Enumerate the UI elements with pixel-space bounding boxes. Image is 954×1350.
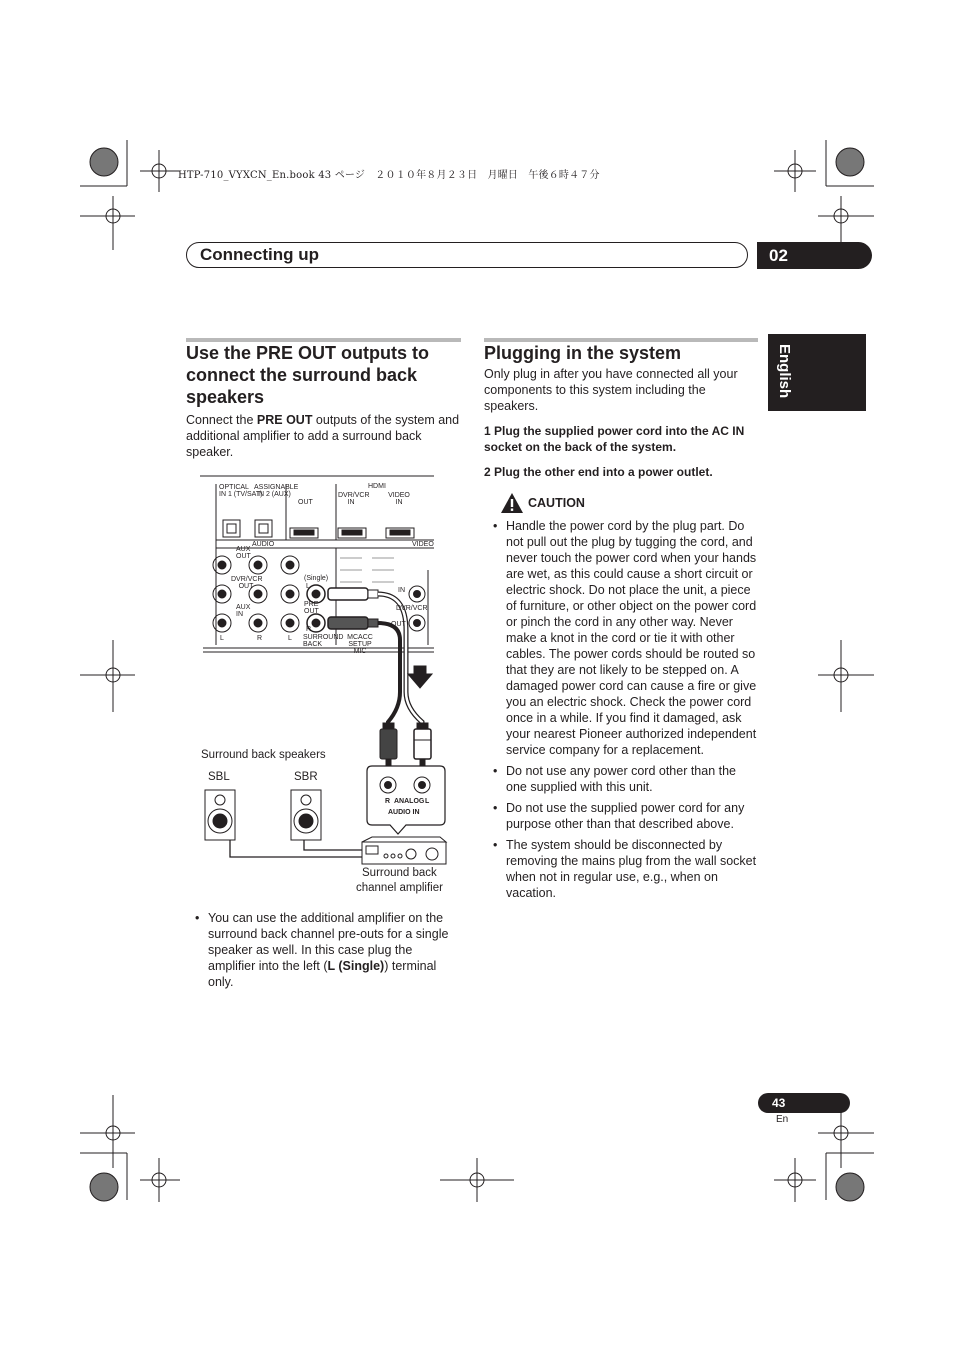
label-single: (Single) bbox=[304, 575, 329, 582]
right-intro: Only plug in after you have connected all your components to this system including the speakers. bbox=[484, 367, 738, 413]
label-optical-in: IN 1 (TV/SAT) bbox=[219, 491, 263, 498]
label-video-in: VIDEO IN bbox=[388, 492, 410, 506]
label-assignable: ASSIGNABLE bbox=[254, 484, 299, 491]
label-dvr-vcr-out: DVR/VCR OUT bbox=[231, 576, 263, 590]
step-1: 1 Plug the supplied power cord into the AC IN socket on the back of the system. bbox=[484, 424, 745, 454]
label-mcacc: MCACC SETUP MIC bbox=[347, 634, 373, 655]
language-tab-label: English bbox=[776, 344, 793, 399]
label-pre-out-r: R bbox=[306, 626, 312, 633]
audio-in-label: AUDIO IN bbox=[388, 809, 420, 816]
right-heading: Plugging in the system bbox=[484, 343, 682, 363]
warning-icon bbox=[500, 492, 524, 514]
amp-label-2: channel amplifier bbox=[356, 882, 443, 894]
left-column bbox=[186, 342, 461, 460]
amp-label-1: Surround back bbox=[362, 867, 437, 879]
analog-label: ANALOG bbox=[394, 798, 425, 805]
page-number: 43 bbox=[758, 1093, 850, 1113]
left-heading: Use the PRE OUT outputs to connect the surround back speakers bbox=[186, 343, 429, 407]
label-pre-out-l: L bbox=[306, 583, 310, 590]
step-2: 2 Plug the other end into a power outlet. bbox=[484, 465, 713, 479]
label-video-jack-in: IN bbox=[398, 587, 405, 594]
chapter-number: 02 bbox=[757, 242, 872, 269]
label-jack-l-2: L bbox=[288, 635, 292, 642]
label-optical: OPTICAL bbox=[219, 484, 249, 491]
left-bullet: • You can use the additional amplifier on the surround back channel pre-outs for a single speaker as well. In this case plug the amplifier into the left (L (Single)) terminal only. bbox=[186, 910, 462, 990]
label-audio: AUDIO bbox=[252, 541, 275, 548]
pre-out-term: PRE OUT bbox=[256, 413, 313, 427]
sbl-label: SBL bbox=[208, 771, 230, 783]
caution-list bbox=[484, 518, 758, 901]
label-hdmi: HDMI bbox=[368, 483, 386, 490]
language-tab bbox=[768, 334, 866, 411]
left-bullet-list bbox=[186, 910, 462, 995]
speakers-title: Surround back speakers bbox=[201, 749, 326, 761]
sbr-label: SBR bbox=[294, 771, 318, 783]
label-dvr-vcr-in: DVR/VCR IN bbox=[338, 492, 370, 506]
caution-title: CAUTION bbox=[528, 496, 585, 510]
connection-diagram bbox=[200, 470, 462, 900]
book-info-line: HTP-710_VYXCN_En.book 43 ページ ２０１０年８月２３日 月曜日 午後６時４７分 bbox=[178, 170, 600, 181]
right-column bbox=[484, 342, 758, 906]
page-language: En bbox=[776, 1114, 789, 1125]
analog-r-label: R bbox=[385, 798, 391, 805]
caution-item: • Handle the power cord by the plug part. Do not pull out the plug by tugging the cord, and never touch the power cord when your hands are wet, as this could cause a short circuit or electric shock. Do not place the unit, a piece of furniture, or other object on the power cord or pinch the cord in any other way. Never make a knot in the cord or tie it with other cables. The power cords should be routed so that they are not likely to be stepped on. A damaged power cord can cause a fire or give you an electric shock. Check the power cord once in a while. If you find it damaged, ask your nearest Pioneer authorized independent service company for a replacement. bbox=[484, 518, 758, 758]
caution-header bbox=[484, 492, 758, 518]
label-surround-back: SURROUND BACK bbox=[303, 634, 344, 648]
label-aux-out: AUX OUT bbox=[236, 546, 251, 560]
label-pre-out: PRE OUT bbox=[304, 601, 319, 615]
caution-item: • Do not use any power cord other than the one supplied with this unit. bbox=[484, 763, 758, 795]
caution-item: • Do not use the supplied power cord for any purpose other than that described above. bbox=[484, 800, 758, 832]
caution-item: • The system should be disconnected by removing the mains plug from the wall socket when not in regular use, e.g., when on vacation. bbox=[484, 837, 758, 901]
label-video-jack-out: OUT bbox=[391, 621, 406, 628]
label-aux-in: AUX IN bbox=[236, 604, 251, 618]
label-video-dvr-vcr: DVR/VCR bbox=[396, 605, 428, 612]
label-assignable-in: IN 2 (AUX) bbox=[257, 491, 291, 498]
label-hdmi-out: OUT bbox=[298, 499, 313, 506]
analog-l-label: L bbox=[425, 798, 430, 805]
chapter-title: Connecting up bbox=[200, 245, 319, 264]
label-video: VIDEO bbox=[412, 541, 434, 548]
label-jack-r-1: R bbox=[257, 635, 263, 642]
label-jack-l-1: L bbox=[220, 635, 224, 642]
left-intro: Connect the PRE OUT outputs of the system and additional amplifier to add a surround back speaker. bbox=[186, 413, 460, 459]
l-single-term: L (Single) bbox=[327, 959, 385, 973]
